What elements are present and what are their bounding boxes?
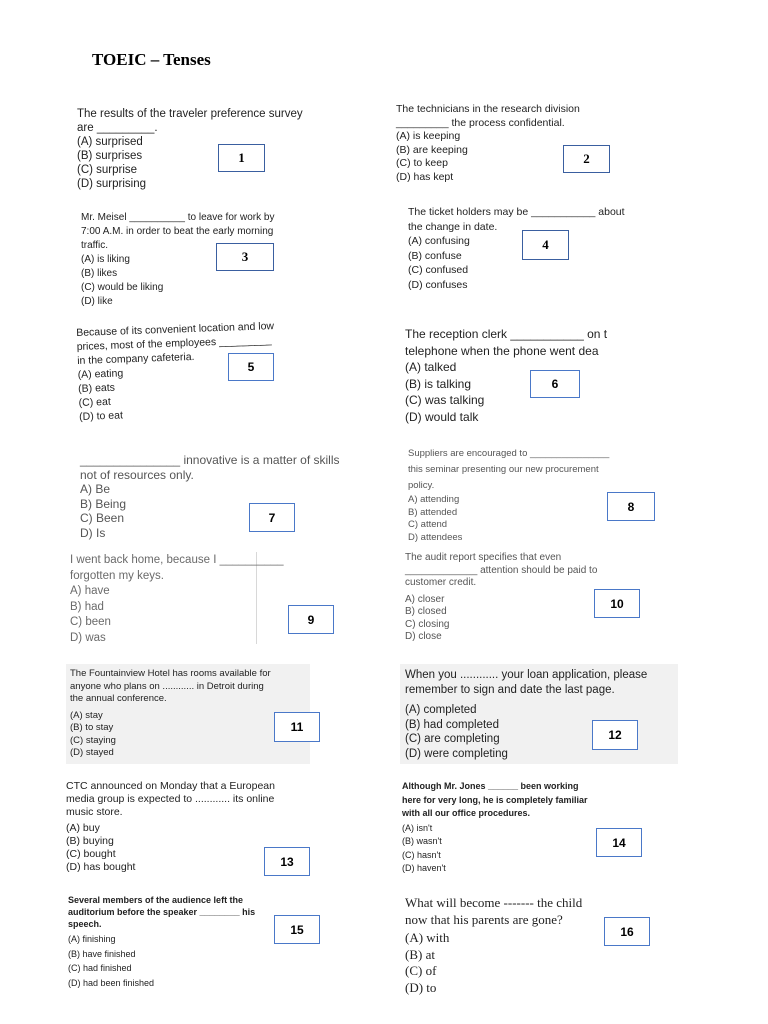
option-c[interactable]: (C) to keep — [396, 157, 448, 169]
question-stem: The reception clerk ___________ on t telephone when the phone went dea — [405, 327, 608, 358]
option-b[interactable]: (B) have finished — [68, 948, 136, 959]
question-number-badge: 14 — [596, 828, 642, 857]
question-number-badge: 9 — [288, 605, 334, 634]
question-number-badge: 15 — [274, 915, 320, 944]
option-b[interactable]: B) Being — [80, 496, 127, 511]
option-a[interactable]: (A) with — [405, 930, 450, 945]
question-number-badge: 4 — [522, 230, 569, 260]
question-number-badge: 8 — [607, 492, 655, 521]
option-c[interactable]: (C) are completing — [405, 733, 500, 745]
option-b[interactable]: (B) surprises — [77, 150, 143, 162]
option-d[interactable]: D) was — [70, 631, 106, 644]
option-d[interactable]: (D) like — [81, 296, 113, 307]
option-a[interactable]: (A) stay — [70, 709, 103, 721]
question-number-badge: 6 — [530, 370, 580, 398]
question-stem: I went back home, because I __________ forgotten my keys. — [70, 554, 284, 582]
option-b[interactable]: (B) had completed — [405, 718, 499, 731]
option-a[interactable]: (A) confusing — [408, 235, 470, 247]
option-a[interactable]: (A) surprised — [77, 136, 143, 148]
question-5 — [76, 318, 309, 424]
option-d[interactable]: (D) to eat — [78, 409, 124, 423]
option-a[interactable]: A) attending — [408, 494, 460, 505]
question-12 — [405, 668, 680, 761]
option-b[interactable]: (B) is talking — [405, 376, 472, 391]
option-a[interactable]: (A) is liking — [81, 254, 130, 265]
option-c[interactable]: (C) eat — [78, 395, 111, 409]
option-d[interactable]: (D) confuses — [408, 278, 468, 291]
option-d[interactable]: (D) haven't — [402, 863, 446, 873]
question-stem: _______________ innovative is a matter of skills not of resources only. — [80, 453, 340, 482]
option-d[interactable]: (D) surprising — [77, 178, 147, 190]
option-c[interactable]: (C) had finished — [68, 963, 132, 973]
option-d[interactable]: (D) to — [405, 979, 437, 995]
option-d[interactable]: D) attendees — [408, 531, 463, 543]
option-c[interactable]: (C) staying — [70, 734, 116, 746]
option-c[interactable]: (C) was talking — [405, 393, 485, 407]
question-stem: Although Mr. Jones ______ been working here for very long, he is completely familiar with all our office procedures. — [402, 781, 588, 818]
question-number-badge: 2 — [563, 145, 610, 173]
question-7 — [80, 453, 360, 540]
option-a[interactable]: (A) is keeping — [396, 130, 461, 142]
option-c[interactable]: C) attend — [408, 519, 448, 530]
option-b[interactable]: (B) to stay — [70, 722, 114, 733]
option-c[interactable]: C) closing — [405, 618, 450, 630]
option-d[interactable]: (D) were completing — [405, 747, 508, 760]
question-number-badge: 10 — [594, 589, 640, 618]
option-c[interactable]: (C) of — [405, 963, 437, 978]
question-stem: The Fountainview Hotel has rooms available for anyone who plans on ............ in Detroit during the annual conference. — [70, 668, 271, 704]
question-number-badge: 1 — [218, 144, 265, 172]
question-number-badge: 5 — [228, 353, 274, 381]
option-a[interactable]: (A) completed — [405, 704, 477, 716]
question-stem: When you ............ your loan application, please remember to sign and date the last page. — [405, 669, 648, 696]
option-a[interactable]: A) Be — [80, 482, 111, 496]
question-number-badge: 12 — [592, 720, 638, 750]
option-d[interactable]: (D) had been finished — [68, 977, 155, 988]
option-d[interactable]: D) close — [405, 631, 442, 642]
question-stem: The technicians in the research division _________ the process confidential. — [396, 103, 580, 129]
option-b[interactable]: (B) buying — [66, 835, 114, 848]
option-d[interactable]: D) Is — [80, 525, 106, 540]
question-15 — [68, 894, 278, 990]
question-stem: Suppliers are encouraged to _______________ this seminar presenting our new procurement policy. — [408, 448, 610, 491]
option-a[interactable]: A) have — [70, 585, 110, 597]
question-stem: What will become ------- the child now that his parents are gone? — [405, 895, 583, 927]
option-b[interactable]: (B) wasn't — [402, 836, 442, 846]
question-stem: Several members of the audience left the auditorium before the speaker ________ his speech. — [68, 895, 256, 929]
option-c[interactable]: C) Been — [80, 511, 125, 525]
option-b[interactable]: (B) confuse — [408, 249, 462, 262]
option-a[interactable]: (A) eating — [77, 367, 124, 381]
option-a[interactable]: (A) finishing — [68, 934, 116, 944]
option-c[interactable]: (C) bought — [66, 847, 116, 860]
option-c[interactable]: (C) would be liking — [81, 282, 164, 293]
option-c[interactable]: (C) confused — [408, 264, 469, 276]
option-d[interactable]: (D) stayed — [70, 747, 114, 758]
option-c[interactable]: C) been — [70, 616, 111, 628]
option-b[interactable]: (B) at — [405, 946, 435, 962]
option-b[interactable]: (B) likes — [81, 268, 118, 279]
option-b[interactable]: B) attended — [408, 506, 458, 518]
option-b[interactable]: B) closed — [405, 606, 447, 617]
question-number-badge: 16 — [604, 917, 650, 946]
question-number-badge: 3 — [216, 243, 274, 271]
option-b[interactable]: (B) are keeping — [396, 143, 468, 156]
page-title: TOEIC – Tenses — [92, 50, 211, 69]
question-stem: CTC announced on Monday that a European media group is expected to ............ its online music store. — [66, 780, 275, 818]
option-a[interactable]: (A) buy — [66, 822, 100, 835]
question-1 — [77, 107, 327, 191]
option-a[interactable]: (A) isn't — [402, 822, 433, 833]
question-number-badge: 13 — [264, 847, 310, 876]
question-stem: Mr. Meisel __________ to leave for work by 7:00 A.M. in order to beat the early morning traffic. — [81, 212, 275, 251]
option-b[interactable]: (B) eats — [77, 381, 116, 395]
option-d[interactable]: (D) has kept — [396, 170, 454, 183]
question-stem: Because of its convenient location and low prices, most of the employees _________ in the company cafeteria. — [76, 320, 275, 367]
question-number-badge: 11 — [274, 712, 320, 742]
question-stem: The results of the traveler preference survey are _________. — [77, 108, 303, 134]
question-number-badge: 7 — [249, 503, 295, 532]
option-c[interactable]: (C) hasn't — [402, 849, 441, 860]
option-b[interactable]: B) had — [70, 600, 104, 613]
question-stem: The audit report specifies that even _____________ attention should be paid to customer credit. — [405, 552, 598, 588]
question-stem: The ticket holders may be ___________ about the change in date. — [408, 206, 625, 233]
option-d[interactable]: (D) would talk — [405, 409, 479, 424]
option-a[interactable]: A) closer — [405, 593, 445, 605]
option-d[interactable]: (D) has bought — [66, 860, 136, 873]
option-c[interactable]: (C) surprise — [77, 164, 138, 176]
option-a[interactable]: (A) talked — [405, 360, 457, 374]
